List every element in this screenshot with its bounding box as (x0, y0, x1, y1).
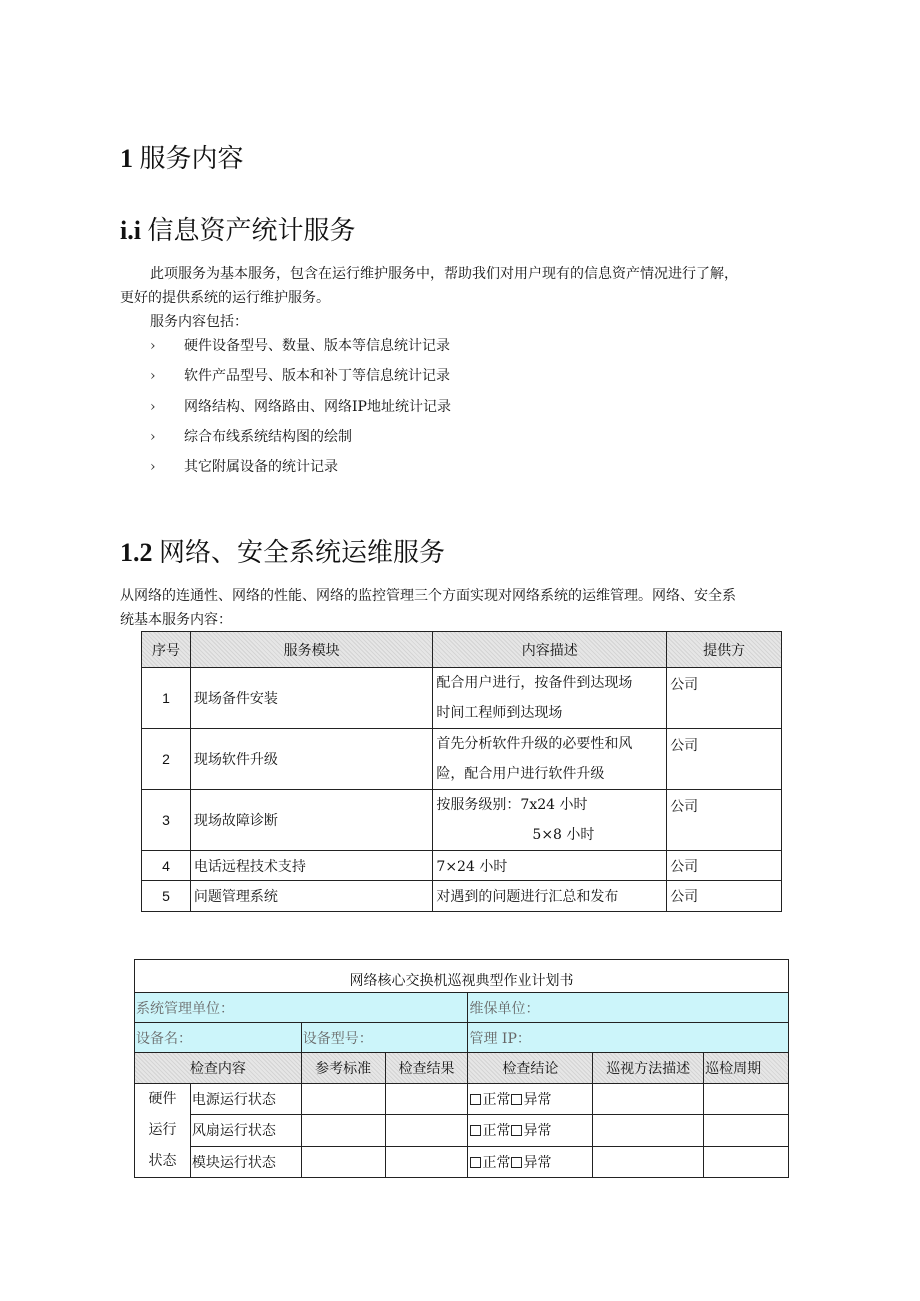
normal-checkbox[interactable] (470, 1157, 481, 1168)
inspection-plan-table (134, 959, 789, 1178)
period-cell (704, 1115, 789, 1146)
check-item: 模块运行状态 (190, 1146, 301, 1177)
reference-standard-cell (301, 1115, 385, 1146)
section-number: 1 (120, 144, 133, 173)
services-table (141, 631, 782, 912)
table-row (142, 851, 782, 881)
section-number: i.i (120, 216, 141, 245)
chevron-right-icon: › (150, 368, 156, 384)
chevron-right-icon: › (150, 429, 156, 445)
list-item: › 软件产品型号、版本和补丁等信息统计记录 (150, 368, 450, 384)
section-1-1-heading (120, 210, 355, 247)
section-1-2-paragraph-line1: 从网络的连通性、网络的性能、网络的监控管理三个方面实现对网络系统的运维管理。网络、安全系 (120, 588, 736, 604)
description-cell: 按服务级别：7x24 小时 5×8 小时 (433, 790, 667, 851)
reference-standard-cell (301, 1084, 385, 1115)
chevron-right-icon: › (150, 459, 156, 475)
section-title: 信息资产统计服务 (147, 216, 356, 245)
device-model-label: 设备型号： (301, 1023, 468, 1053)
table-row (142, 881, 782, 912)
table-row (142, 729, 782, 790)
section-title: 网络、安全系统运维服务 (159, 538, 446, 567)
device-name-label: 设备名： (135, 1023, 302, 1053)
method-cell (593, 1115, 704, 1146)
section-1-2-paragraph-line2: 统基本服务内容： (120, 612, 232, 628)
plan-header-row (135, 1053, 789, 1084)
normal-checkbox[interactable] (470, 1094, 481, 1105)
plan-info-row (135, 1023, 789, 1053)
reference-standard-cell (301, 1146, 385, 1177)
check-item: 电源运行状态 (190, 1084, 301, 1115)
column-header: 提供方 (667, 632, 782, 668)
method-cell (593, 1084, 704, 1115)
row-number: 4 (142, 851, 191, 881)
table-row (135, 1084, 789, 1115)
column-header: 检查内容 (135, 1053, 302, 1084)
normal-checkbox[interactable] (470, 1125, 481, 1136)
table-row (135, 1146, 789, 1177)
row-number: 5 (142, 881, 191, 912)
table-row (135, 1115, 789, 1146)
module-cell: 现场软件升级 (190, 729, 433, 790)
column-header: 服务模块 (190, 632, 433, 668)
management-unit-label: 系统管理单位： (135, 993, 468, 1023)
column-header: 内容描述 (433, 632, 667, 668)
conclusion-cell: 正常 异常 (468, 1146, 593, 1177)
row-number: 2 (142, 729, 191, 790)
module-cell: 问题管理系统 (190, 881, 433, 912)
provider-cell: 公司 (667, 790, 782, 851)
column-header: 巡检周期 (704, 1053, 789, 1084)
check-result-cell (385, 1084, 468, 1115)
intro-paragraph-line2: 更好的提供系统的运行维护服务。 (120, 290, 330, 306)
check-result-cell (385, 1146, 468, 1177)
module-cell: 现场故障诊断 (190, 790, 433, 851)
method-cell (593, 1146, 704, 1177)
chevron-right-icon: › (150, 399, 156, 415)
table-header-row (142, 632, 782, 668)
description-cell: 首先分析软件升级的必要性和风 险，配合用户进行软件升级 (433, 729, 667, 790)
module-cell: 电话远程技术支持 (190, 851, 433, 881)
maintenance-unit-label: 维保单位： (468, 993, 789, 1023)
column-header: 巡视方法描述 (593, 1053, 704, 1084)
column-header: 检查结论 (468, 1053, 593, 1084)
section-1-heading (120, 138, 244, 175)
intro-paragraph-line1: 此项服务为基本服务，包含在运行维护服务中，帮助我们对用户现有的信息资产情况进行了解， (150, 266, 738, 282)
section-number: 1.2 (120, 538, 153, 567)
provider-cell: 公司 (667, 729, 782, 790)
conclusion-cell: 正常 异常 (468, 1084, 593, 1115)
description-cell: 7×24 小时 (433, 851, 667, 881)
description-cell: 对遇到的问题进行汇总和发布 (433, 881, 667, 912)
abnormal-checkbox[interactable] (511, 1125, 522, 1136)
category-cell: 硬件 运行 状态 (135, 1084, 191, 1178)
column-header: 参考标准 (301, 1053, 385, 1084)
provider-cell: 公司 (667, 668, 782, 729)
conclusion-cell: 正常 异常 (468, 1115, 593, 1146)
plan-title: 网络核心交换机巡视典型作业计划书 (135, 960, 789, 993)
row-number: 3 (142, 790, 191, 851)
list-intro: 服务内容包括： (150, 314, 248, 330)
row-number: 1 (142, 668, 191, 729)
column-header: 检查结果 (385, 1053, 468, 1084)
list-item: › 网络结构、网络路由、网络IP地址统计记录 (150, 399, 451, 415)
list-item: › 其它附属设备的统计记录 (150, 459, 338, 475)
provider-cell: 公司 (667, 881, 782, 912)
period-cell (704, 1084, 789, 1115)
check-result-cell (385, 1115, 468, 1146)
section-1-2-heading (120, 532, 445, 569)
abnormal-checkbox[interactable] (511, 1157, 522, 1168)
provider-cell: 公司 (667, 851, 782, 881)
list-item: › 综合布线系统结构图的绘制 (150, 429, 352, 445)
abnormal-checkbox[interactable] (511, 1094, 522, 1105)
chevron-right-icon: › (150, 338, 156, 354)
management-ip-label: 管理 IP： (468, 1023, 789, 1053)
plan-info-row (135, 993, 789, 1023)
column-header: 序号 (142, 632, 191, 668)
table-row (142, 790, 782, 851)
section-title: 服务内容 (139, 144, 244, 173)
plan-title-row (135, 960, 789, 993)
table-row (142, 668, 782, 729)
list-item: › 硬件设备型号、数量、版本等信息统计记录 (150, 338, 450, 354)
module-cell: 现场备件安装 (190, 668, 433, 729)
description-cell: 配合用户进行，按备件到达现场 时间工程师到达现场 (433, 668, 667, 729)
period-cell (704, 1146, 789, 1177)
check-item: 风扇运行状态 (190, 1115, 301, 1146)
